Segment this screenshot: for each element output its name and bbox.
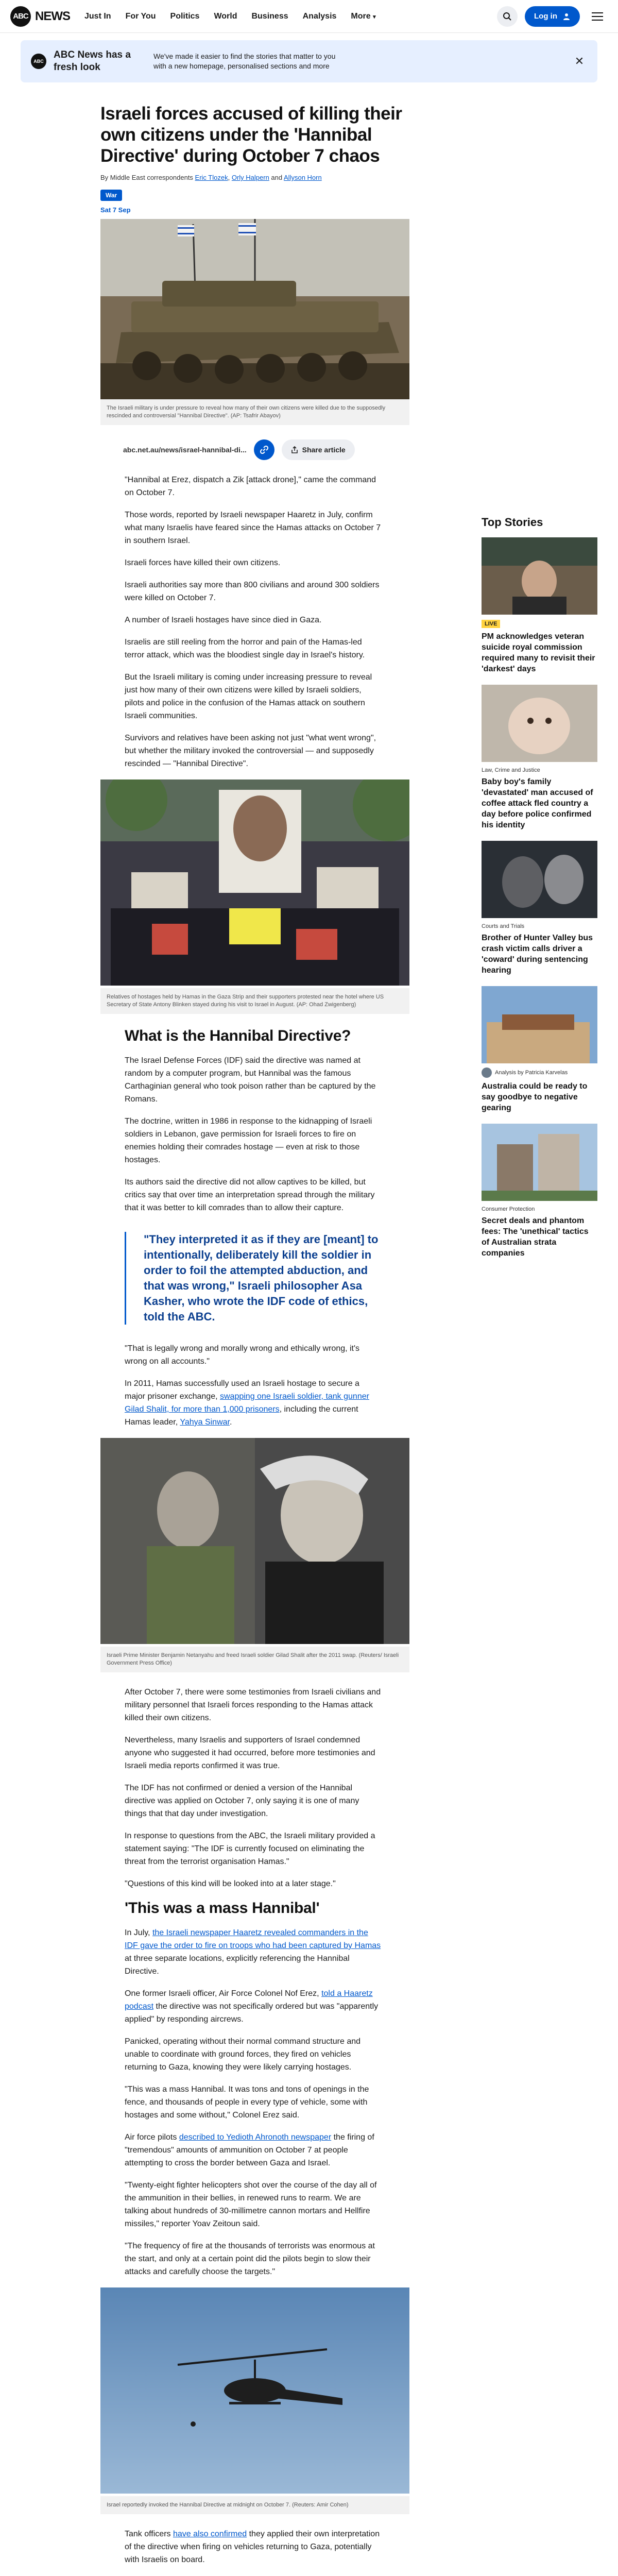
share-article-button[interactable]: [282, 439, 355, 460]
logo-text: NEWS: [35, 9, 70, 23]
paragraph-text: One former Israeli officer, Air Force Colonel Nof Erez,: [125, 1989, 322, 1998]
story-thumbnail: [482, 1124, 597, 1201]
story-headline: Brother of Hunter Valley bus crash victim calls driver a 'coward' during sentencing hearing: [482, 934, 593, 975]
paragraph: Israelis are still reeling from the horror and pain of the Hamas-led terror attack, which was the bloodiest single day in Israel's history.: [125, 638, 365, 659]
paragraph-text: Air force pilots: [125, 2133, 179, 2142]
hero-image: [100, 219, 409, 399]
paragraph: Panicked, operating without their normal command structure and unable to coordinate with ground forces, they fired on vehicles returning to Gaza, knowing they were likely carrying hostages.: [125, 2037, 361, 2072]
paragraph: In response to questions from the ABC, the Israeli military provided a statement saying: "The IDF is currently focused on eliminating the threat from the terrorist organisation Hamas.": [125, 1832, 375, 1866]
gilad-shalit-link[interactable]: swapping one Israeli soldier, tank gunner Gilad Shalit, for more than 1,000 prisoners: [125, 1392, 369, 1414]
top-story-card[interactable]: [482, 537, 597, 674]
paragraph-text: .: [229, 1418, 232, 1427]
netanyahu-shalit-figure: [100, 1438, 409, 1672]
paragraph-with-links: [125, 1377, 382, 1429]
paragraph: "Hannibal at Erez, dispatch a Zik [attack drone]," came the command on October 7.: [125, 476, 376, 497]
copy-link-button[interactable]: [254, 439, 274, 460]
story-thumbnail: [482, 685, 597, 762]
story-author: Analysis by Patricia Karvelas: [495, 1070, 568, 1076]
haaretz-report-link[interactable]: the Israeli newspaper Haaretz revealed commanders in the IDF gave the order to fire on troops who had been captured by Hamas: [125, 1928, 381, 1950]
story-headline: Secret deals and phantom fees: The 'unethical' tactics of Australian strata companies: [482, 1216, 589, 1258]
share-bar: [123, 439, 409, 460]
netanyahu-shalit-image: [100, 1438, 409, 1644]
paragraph: Its authors said the directive did not allow captives to be killed, but critics say that over time an interpretation spread through the military that it was better to kill comrades than to allow their capture.: [125, 1178, 375, 1212]
article: [100, 103, 409, 2576]
netanyahu-shalit-caption: Israeli Prime Minister Benjamin Netanyahu and freed Israeli soldier Gilad Shalit after the 2011 swap. (Reuters/ Israeli Government Press Office): [100, 1647, 409, 1672]
banner-text: We've made it easier to find the stories that matter to you with a new homepage, personalised sections and more: [153, 52, 336, 70]
paragraph-text: they applied their own interpretation of the directive when firing on vehicles returning to Gaza, potentially with Israelis on board.: [125, 2530, 380, 2564]
paragraph: "This was a mass Hannibal. It was tons and tons of openings in the fence, and thousands of people in every type of vehicle, some with hostages and some without," Colonel Erez said.: [125, 2085, 369, 2120]
article-headline: Israeli forces accused of killing their own citizens under the 'Hannibal Directive' during October 7 chaos: [100, 104, 402, 166]
protest-figure: [100, 779, 409, 1014]
search-icon: [503, 12, 512, 21]
paragraph: But the Israeli military is coming under increasing pressure to reveal just how many of their own citizens were killed by Israeli soldiers, pilots and police in the confusion of the Hamas attack on southern Israeli communities.: [125, 673, 372, 720]
story-thumbnail: [482, 986, 597, 1063]
section-heading: 'This was a mass Hannibal': [125, 1900, 320, 1917]
abc-logo-mark: ABC: [10, 6, 31, 27]
paragraph-text: at three separate locations, explicitly referencing the Hannibal Directive.: [125, 1954, 350, 1976]
user-icon: [562, 12, 571, 21]
nav-just-in[interactable]: Just In: [84, 11, 111, 21]
hero-scene: [100, 219, 409, 399]
nav-analysis[interactable]: Analysis: [302, 11, 337, 21]
paragraph: Those words, reported by Israeli newspaper Haaretz in July, confirm what many Israelis have feared since the Hamas attacks on October 7 in southern Israel.: [125, 511, 381, 545]
article-byline: [100, 174, 409, 181]
paragraph: "That is legally wrong and morally wrong and ethically wrong, it's wrong on all accounts.": [125, 1344, 360, 1366]
tank-officers-link[interactable]: have also confirmed: [173, 2530, 247, 2538]
story-thumbnail: [482, 841, 597, 918]
top-nav: [0, 0, 618, 33]
paragraph-text: the directive was not specifically ordered but was "apparently applied" by responding aircrews.: [125, 2002, 379, 2024]
live-badge: LIVE: [482, 620, 500, 628]
paragraph-text: In 2011, Hamas successfully used an Israeli hostage to secure a major prisoner exchange,: [125, 1379, 359, 1401]
story-headline: Australia could be ready to say goodbye to negative gearing: [482, 1082, 588, 1112]
paragraph: "The frequency of fire at the thousands of terrorists was enormous at the start, and only at a certain point did the pilots begin to slow their attacks and carefully choose the targets.": [125, 2242, 375, 2276]
haaretz-podcast-link[interactable]: told a Haaretz podcast: [125, 1989, 373, 2011]
author-link-allyson-horn[interactable]: Allyson Horn: [284, 174, 322, 181]
paragraph-text: , including the current Hamas leader,: [125, 1405, 358, 1427]
share-icon: [291, 446, 298, 453]
top-story-card[interactable]: [482, 685, 597, 831]
yedioth-link[interactable]: described to Yedioth Ahronoth newspaper: [179, 2133, 332, 2142]
story-byline: [482, 1067, 597, 1078]
helicopter-caption: Israel reportedly invoked the Hannibal Directive at midnight on October 7. (Reuters: Amir Cohen): [100, 2496, 409, 2514]
main-nav: [84, 12, 376, 21]
share-url[interactable]: abc.net.au/news/israel-hannibal-di...: [123, 446, 247, 454]
menu-button[interactable]: [587, 6, 608, 27]
helicopter-image: [100, 2287, 409, 2494]
paragraph: "Twenty-eight fighter helicopters shot over the course of the day all of the ammunition in their bellies, in renewed runs to rearm. We are talking about hundreds of 30-millimetre cannon mortars and Hellfire missiles," reporter Yoav Zeitoun said.: [125, 2181, 377, 2228]
byline-separator: and: [269, 174, 284, 181]
story-thumbnail: [482, 537, 597, 615]
hamburger-icon: [592, 12, 603, 21]
helicopter-figure: [100, 2287, 409, 2514]
section-heading: What is the Hannibal Directive?: [125, 1027, 351, 1044]
hero-caption: The Israeli military is under pressure to reveal how many of their own citizens were killed due to the supposedly rescinded and controversial "Hannibal Directive". (AP: Tsafrir Abayov): [100, 399, 409, 425]
paragraph-with-links: [125, 1987, 382, 2026]
author-link-eric-tlozek[interactable]: Eric Tlozek: [195, 174, 228, 181]
paragraph-with-links: [125, 2528, 382, 2566]
pull-quote: "They interpreted it as if they are [meant] to intentionally, deliberately kill the soldier in order to foil the attempted abduction, and that was wrong," Israeli philosopher Asa Kasher, who wrote the IDF code of ethics, told the ABC.: [125, 1232, 382, 1325]
paragraph: "Questions of this kind will be looked into at a later stage.": [125, 1879, 336, 1888]
abc-news-logo[interactable]: [10, 6, 70, 27]
story-category: Consumer Protection: [482, 1206, 535, 1212]
story-category: Courts and Trials: [482, 923, 525, 929]
nav-actions: [497, 6, 608, 27]
paragraph-with-links: [125, 2131, 382, 2170]
link-icon: [260, 446, 268, 454]
story-headline: Baby boy's family 'devastated' man accused of coffee attack fled country a day before police confirmed his identity: [482, 777, 593, 829]
nav-politics[interactable]: Politics: [170, 11, 200, 21]
paragraph: Israeli authorities say more than 800 civilians and around 300 soldiers were killed on October 7.: [125, 581, 380, 602]
paragraph-text: Tank officers: [125, 2530, 173, 2538]
top-stories-title: Top Stories: [482, 516, 543, 529]
nav-for-you[interactable]: For You: [125, 11, 156, 21]
yahya-sinwar-link[interactable]: Yahya Sinwar: [180, 1418, 230, 1427]
story-headline: PM acknowledges veteran suicide royal commission required many to revisit their 'darkest' days: [482, 632, 595, 673]
paragraph: The IDF has not confirmed or denied a version of the Hannibal directive was applied on October 7, only saying it is one of many things that that day under investigation.: [125, 1784, 359, 1818]
login-button[interactable]: [525, 6, 580, 27]
top-story-card[interactable]: [482, 1124, 597, 1259]
abc-logo-icon: ABC: [31, 54, 46, 69]
paragraph-with-links: [125, 1926, 382, 1978]
author-avatar: [482, 1067, 492, 1078]
paragraph-text: In July,: [125, 1928, 152, 1937]
top-stories-sidebar: [482, 516, 597, 1269]
topic-tag-war[interactable]: War: [100, 190, 122, 201]
paragraph: The Israel Defense Forces (IDF) said the directive was named at random by a computer program, but Hannibal was the famous Carthaginian general who took poison rather than be captured by the Romans.: [125, 1056, 376, 1104]
paragraph: A number of Israeli hostages have since died in Gaza.: [125, 616, 322, 624]
share-article-label: Share article: [302, 446, 346, 454]
paragraph-text: the firing of "tremendous" amounts of ammunition on October 7 at people attempting to cross the border between Gaza and Israel.: [125, 2133, 374, 2167]
byline-separator: ,: [228, 174, 232, 181]
paragraph: The doctrine, written in 1986 in response to the kidnapping of Israeli soldiers in Lebanon, gave permission for Israeli forces to fire on enemies holding their comrades hostage — even at risk to those hostages.: [125, 1117, 372, 1164]
byline-prefix: By Middle East correspondents: [100, 174, 195, 181]
paragraph: After October 7, there were some testimonies from Israeli civilians and military personnel that Israeli forces responding to the Hamas attack killed their own citizens.: [125, 1688, 381, 1722]
top-story-card[interactable]: [482, 986, 597, 1113]
fresh-look-banner: [21, 40, 597, 82]
nav-business[interactable]: Business: [251, 11, 288, 21]
story-category: Law, Crime and Justice: [482, 767, 540, 773]
publish-date: Sat 7 Sep: [100, 206, 131, 214]
login-label: Log in: [534, 12, 557, 21]
banner-title: ABC News has a fresh look: [54, 49, 131, 73]
protest-image: [100, 779, 409, 986]
paragraph: Survivors and relatives have been asking not just "what went wrong", but whether the military invoked the controversial — and supposedly rescinded — "Hannibal Directive".: [125, 734, 376, 768]
article-body: [107, 473, 399, 2576]
author-link-orly-halpern[interactable]: Orly Halpern: [231, 174, 269, 181]
top-story-card[interactable]: [482, 841, 597, 976]
chevron-down-icon: ▾: [373, 13, 376, 20]
protest-caption: Relatives of hostages held by Hamas in the Gaza Strip and their supporters protested near the hotel where US Secretary of State Antony Blinken stayed during his visit to Israel in August. (AP: Ohad Zwigenberg): [100, 988, 409, 1014]
nav-more[interactable]: [351, 12, 375, 21]
paragraph: Nevertheless, many Israelis and supporters of Israel condemned anyone who suggested it had occurred, before more testimonies and Israeli media reports confirmed it was true.: [125, 1736, 375, 1770]
paragraph: Israeli forces have killed their own citizens.: [125, 558, 281, 567]
nav-more-label: More: [351, 11, 371, 21]
nav-world[interactable]: World: [214, 11, 237, 21]
close-icon[interactable]: ✕: [574, 55, 585, 67]
search-button[interactable]: [497, 6, 518, 27]
